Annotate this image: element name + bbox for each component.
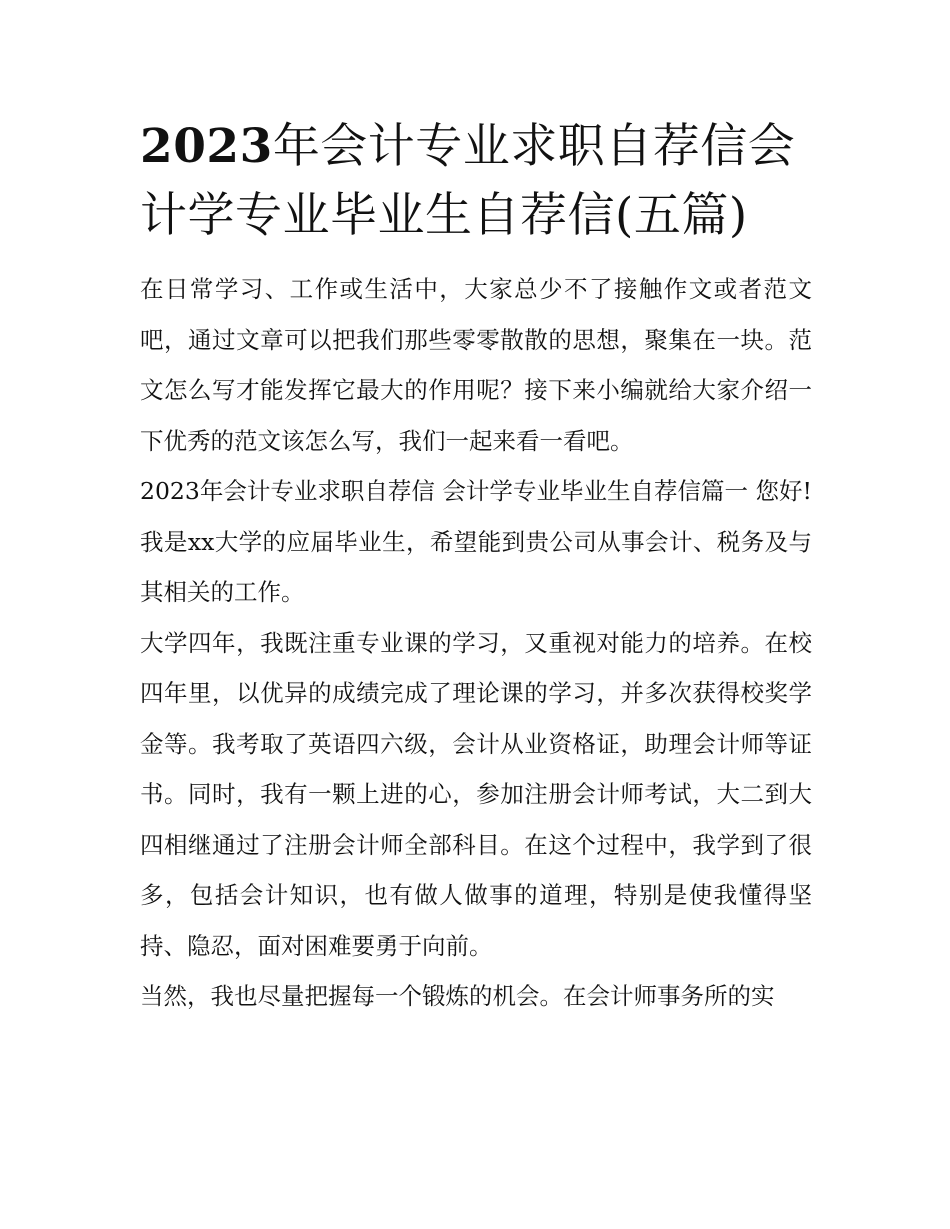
document-title [140, 112, 812, 250]
paragraph-intro: 在日常学习、工作或生活中，大家总少不了接触作文或者范文吧，通过文章可以把我们那些零零散散的思想，聚集在一块。范文怎么写才能发挥它最大的作用呢？接下来小编就给大家介绍一下优秀的范文该怎么写，我们一起来看一看吧。 [140, 275, 812, 455]
title-year: 2023 [140, 119, 273, 174]
paragraph-practice: 当然，我也尽量把握每一个锻炼的机会。在会计师事务所的实 [140, 982, 775, 1010]
title-text: 年会计专业求职自荐信会计学专业毕业生自荐信(五篇) [140, 119, 796, 243]
paragraph-greeting: 2023年会计专业求职自荐信 会计学专业毕业生自荐信篇一 您好!我是xx大学的应届毕业生，希望能到贵公司从事会计、税务及与其相关的工作。 [140, 477, 812, 606]
paragraph-university: 大学四年，我既注重专业课的学习，又重视对能力的培养。在校四年里，以优异的成绩完成了理论课的学习，并多次获得校奖学金等。我考取了英语四六级，会计从业资格证，助理会计师等证书。同时，我有一颗上进的心，参加注册会计师考试，大二到大四相继通过了注册会计师全部科目。在这个过程中，我学到了很多，包括会计知识，也有做人做事的道理，特别是使我懂得坚持、隐忍，面对困难要勇于向前。 [140, 628, 812, 960]
